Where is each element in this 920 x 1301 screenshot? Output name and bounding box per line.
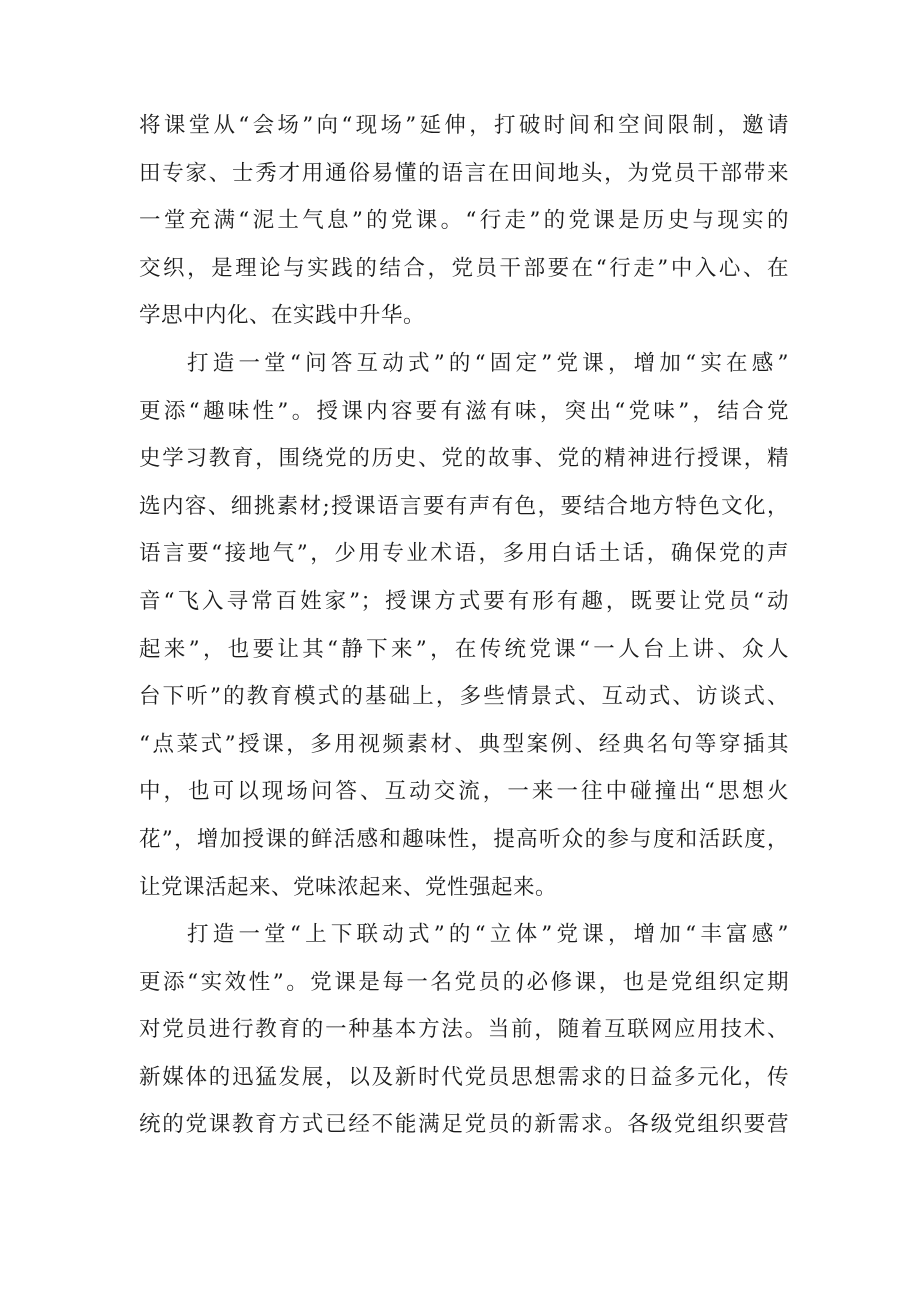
text-line: 一堂充满“泥土气息”的党课。“行走”的党课是历史与现实的 bbox=[139, 208, 789, 234]
text-line: 中，也可以现场问答、互动交流，一来一往中碰撞出“思想火 bbox=[139, 779, 789, 805]
text-line: 让党课活起来、党味浓起来、党性强起来。 bbox=[139, 874, 558, 900]
document-body bbox=[139, 102, 789, 1149]
text-line: 语言要“接地气”，少用专业术语，多用白话土话，确保党的声 bbox=[139, 541, 789, 567]
text-line: 田专家、士秀才用通俗易懂的语言在田间地头，为党员干部带来 bbox=[139, 160, 789, 186]
paragraph-2 bbox=[139, 340, 789, 911]
text-line: 将课堂从“会场”向“现场”延伸，打破时间和空间限制，邀请 bbox=[139, 113, 789, 138]
text-line: 起来”，也要让其“静下来”，在传统党课“一人台上讲、众人 bbox=[139, 636, 789, 662]
paragraph-3 bbox=[139, 911, 789, 1149]
text-line: 更添“实效性”。党课是每一名党员的必修课，也是党组织定期 bbox=[139, 969, 789, 995]
text-line: 史学习教育，围绕党的历史、党的故事、党的精神进行授课，精 bbox=[139, 446, 789, 472]
text-line: 打造一堂“问答互动式”的“固定”党课，增加“实在感” bbox=[187, 350, 789, 376]
text-line: 学思中内化、在实践中升华。 bbox=[139, 303, 426, 329]
text-line: “点菜式”授课，多用视频素材、典型案例、经典名句等穿插其 bbox=[139, 731, 789, 757]
text-line: 打造一堂“上下联动式”的“立体”党课，增加“丰富感” bbox=[187, 922, 789, 948]
text-line: 新媒体的迅猛发展，以及新时代党员思想需求的日益多元化，传 bbox=[139, 1064, 789, 1090]
text-line: 花”，增加授课的鲜活感和趣味性，提高听众的参与度和活跃度， bbox=[139, 826, 789, 852]
text-line: 交织，是理论与实践的结合，党员干部要在“行走”中入心、在 bbox=[139, 255, 789, 281]
text-line: 对党员进行教育的一种基本方法。当前，随着互联网应用技术、 bbox=[139, 1017, 789, 1043]
text-line: 更添“趣味性”。授课内容要有滋有味，突出“党味”，结合党 bbox=[139, 398, 789, 424]
text-line: 台下听”的教育模式的基础上，多些情景式、互动式、访谈式、 bbox=[139, 684, 789, 710]
text-line: 统的党课教育方式已经不能满足党员的新需求。各级党组织要营 bbox=[139, 1112, 789, 1138]
text-line: 音“飞入寻常百姓家”；授课方式要有形有趣，既要让党员“动 bbox=[139, 588, 789, 614]
paragraph-1 bbox=[139, 102, 789, 340]
text-line: 选内容、细挑素材;授课语言要有声有色，要结合地方特色文化， bbox=[139, 493, 789, 519]
